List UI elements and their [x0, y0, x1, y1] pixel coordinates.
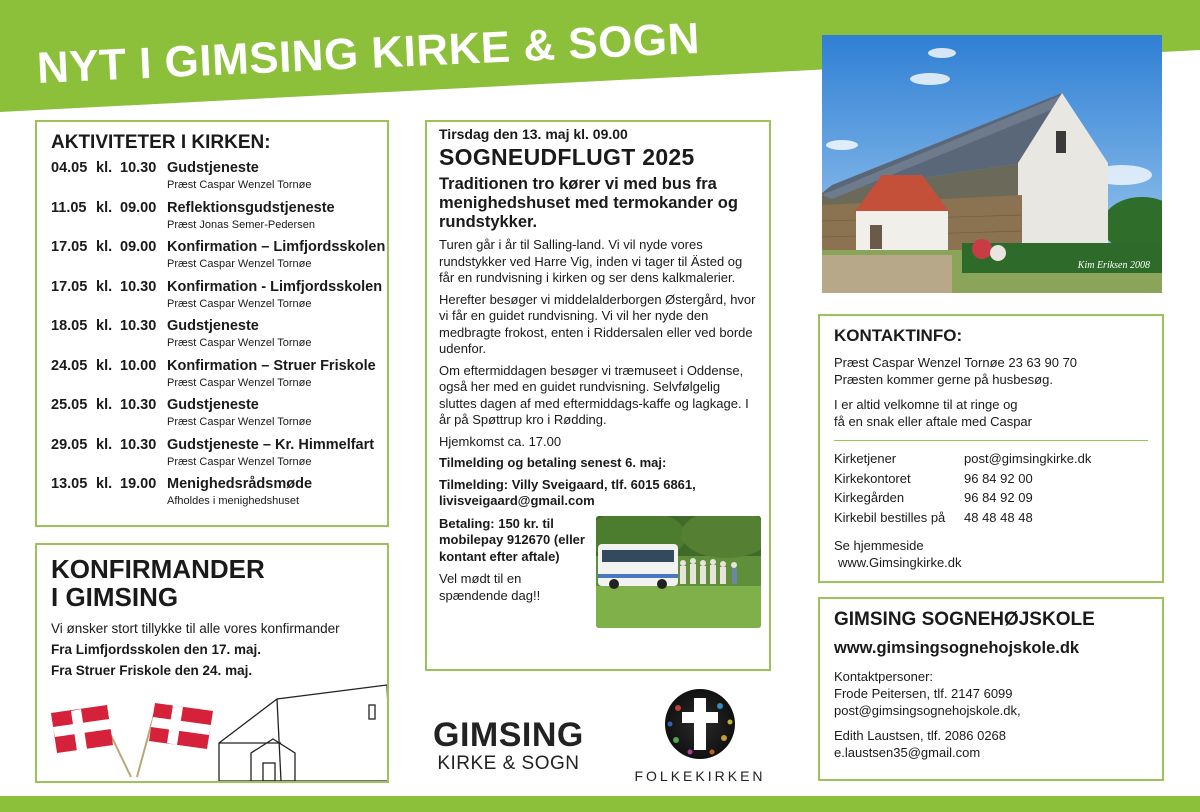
- activity-line: [51, 239, 386, 255]
- excursion-title: SOGNEUDFLUGT 2025: [439, 144, 695, 170]
- school-email1[interactable]: post@gimsingsognehojskole.dk,: [834, 703, 1021, 718]
- activity-kl: kl.: [96, 160, 113, 176]
- school-box: [818, 597, 1164, 781]
- activity-title: Gudstjeneste: [167, 160, 259, 176]
- church-photo: [822, 35, 1162, 293]
- website-link[interactable]: www.Gimsingkirke.dk: [838, 555, 962, 570]
- activity-time: 10.30: [120, 278, 157, 295]
- excursion-lead: Traditionen tro kører vi med bus fra menighedshuset med termokander og rundstykker.: [439, 175, 738, 231]
- activity-time: 09.00: [120, 199, 157, 216]
- activity-line: [51, 318, 373, 334]
- contact-row-label: Kirkekontoret: [834, 470, 911, 486]
- activity-time: 10.00: [120, 357, 157, 374]
- activity-row: [51, 200, 373, 240]
- activity-date: 29.05: [51, 436, 88, 453]
- activity-subtitle: Præst Caspar Wenzel Tornøe: [167, 376, 312, 389]
- activity-time: 10.30: [120, 318, 157, 334]
- activity-row: [51, 357, 376, 398]
- contact-row-label: Kirketjener: [834, 451, 897, 466]
- excursion-closing: Vel mødt til en spændende dag!!: [439, 571, 541, 603]
- excursion-return-time: Hjemkomst ca. 17.00: [439, 433, 562, 449]
- contact-row-value[interactable]: 96 84 92 00: [964, 470, 1033, 486]
- activity-time: 10.30: [120, 436, 157, 453]
- contact-row: [834, 449, 1148, 469]
- activity-title: Menighedsrådsmøde: [167, 476, 313, 492]
- school-persons-label: Kontaktpersoner:: [834, 669, 934, 684]
- activity-line: [51, 397, 373, 413]
- contact-row-label: Kirkebil bestilles på: [834, 509, 946, 525]
- confirmands-box: [35, 543, 389, 783]
- activities-heading: AKTIVITETER I KIRKEN:: [51, 132, 271, 153]
- contact-row-value[interactable]: post@gimsingkirke.dk: [964, 451, 1092, 466]
- confirmands-line1: Fra Limfjordsskolen den 17. maj.: [51, 642, 262, 657]
- activity-row: [51, 239, 386, 279]
- contact-welcome-line2: få en snak eller aftale med Caspar: [834, 414, 1032, 429]
- church-photo-image: [822, 35, 1162, 293]
- activity-kl: kl.: [96, 436, 113, 453]
- activity-line: [51, 476, 373, 492]
- activity-subtitle: Præst Caspar Wenzel Tornøe: [167, 297, 312, 310]
- activities-box: [35, 120, 389, 527]
- activity-time: 10.30: [120, 397, 157, 413]
- activity-time: 10.30: [120, 160, 157, 176]
- activity-line: [51, 200, 373, 216]
- activity-row: [51, 397, 373, 437]
- activity-row: [51, 318, 373, 358]
- activity-kl: kl.: [96, 476, 113, 492]
- excursion-signup: Tilmelding: Villy Sveigaard, tlf. 6015 6861, livisveigaard@gmail.com: [439, 476, 696, 508]
- activity-kl: kl.: [96, 318, 113, 334]
- contact-row: [834, 508, 1148, 528]
- excursion-payment: Betaling: 150 kr. til mobilepay 912670 (eller kontant efter aftale): [439, 515, 585, 564]
- activity-line: [51, 278, 383, 295]
- contact-row-value[interactable]: 48 48 48 48: [964, 509, 1033, 525]
- activity-date: 24.05: [51, 357, 88, 374]
- activity-subtitle: Præst Caspar Wenzel Tornøe: [167, 455, 312, 468]
- contact-list: [834, 449, 1148, 527]
- folkekirken-label: FOLKEKIRKEN: [634, 768, 766, 784]
- activity-kl: kl.: [96, 239, 113, 255]
- contact-welcome-line1: I er altid velkomne til at ringe og: [834, 397, 1018, 412]
- danish-flag-icon: [137, 703, 213, 777]
- activity-kl: kl.: [96, 357, 113, 374]
- contact-row: [834, 488, 1148, 508]
- excursion-box: [425, 120, 771, 671]
- bottom-bar: [0, 796, 1200, 812]
- confirmands-heading: [51, 555, 373, 611]
- logo-line1: GIMSING: [433, 716, 584, 754]
- activity-row: [51, 437, 373, 477]
- school-heading: GIMSING SOGNEHØJSKOLE: [834, 609, 1095, 630]
- contact-row: [834, 469, 1148, 489]
- activity-row: [51, 160, 373, 200]
- excursion-paragraph: Turen går i år til Salling-land. Vi vil nyde vores rundstykker ved Harre Vig, inden vi tager til Ästed og får en rundvisning i kirken og ser dens kalkmalerier.: [439, 237, 743, 285]
- activity-subtitle: Præst Caspar Wenzel Tornøe: [167, 337, 312, 349]
- contact-row-value[interactable]: 96 84 92 09: [964, 490, 1033, 505]
- flags-and-church-drawing: [37, 683, 389, 783]
- activity-date: 11.05: [51, 199, 87, 216]
- activity-date: 25.05: [51, 397, 88, 413]
- school-email2[interactable]: e.laustsen35@gmail.com: [834, 745, 981, 760]
- activity-row: [51, 476, 373, 516]
- contact-box: [818, 314, 1164, 583]
- activity-kl: kl.: [96, 278, 113, 295]
- activity-date: 04.05: [51, 160, 88, 176]
- confirmands-line2: Fra Struer Friskole den 24. maj.: [51, 663, 253, 678]
- activity-date: 17.05: [51, 239, 88, 255]
- activity-time: 09.00: [120, 239, 157, 255]
- activity-title: Reflektionsgudstjeneste: [167, 199, 335, 216]
- activity-subtitle: Afholdes i menighedshuset: [167, 495, 300, 507]
- school-person2: Edith Laustsen, tlf. 2086 0268: [834, 728, 1007, 743]
- activities-list: [51, 160, 386, 516]
- excursion-bottom: [439, 516, 757, 636]
- logo-line2: KIRKE & SOGN: [437, 753, 580, 774]
- activity-subtitle: Præst Caspar Wenzel Tornøe: [167, 179, 312, 191]
- activity-date: 18.05: [51, 318, 88, 334]
- page-title: NYT I GIMSING KIRKE & SOGN: [36, 13, 701, 93]
- contact-row-label: Kirkegården: [834, 490, 905, 505]
- photo-credit: Kim Eriksen 2008: [1077, 260, 1150, 271]
- activity-title: Konfirmation – Struer Friskole: [167, 357, 376, 374]
- activity-time: 19.00: [120, 476, 157, 492]
- activity-date: 13.05: [51, 476, 88, 492]
- activity-subtitle: Præst Caspar Wenzel Tornøe: [167, 258, 312, 270]
- bus-group-photo: [596, 516, 761, 628]
- website-label: Se hjemmeside: [834, 538, 924, 553]
- contact-priest: Præst Caspar Wenzel Tornøe 23 63 90 70: [834, 355, 1078, 370]
- school-person1: Frode Peitersen, tlf. 2147 6099: [834, 686, 1013, 701]
- activity-subtitle: Præst Jonas Semer-Pedersen: [167, 218, 315, 231]
- activity-kl: kl.: [96, 397, 113, 413]
- excursion-payment-block: [439, 516, 589, 605]
- activity-title: Konfirmation - Limfjordsskolen: [167, 278, 383, 295]
- school-website-link[interactable]: www.gimsingsognehojskole.dk: [834, 639, 1080, 657]
- activity-kl: kl.: [96, 199, 113, 216]
- confirmands-heading-line2: I GIMSING: [51, 582, 179, 612]
- gimsing-logo: [433, 716, 584, 775]
- church-outline-icon: [219, 685, 389, 781]
- activity-line: [51, 437, 373, 453]
- activity-title: Gudstjeneste – Kr. Himmelfart: [167, 436, 375, 453]
- contact-divider: [834, 440, 1148, 441]
- excursion-paragraph: Herefter besøger vi middelalderborgen Østergård, hvor vi får en guidet rundvisning. Vi vil her nyde den medbragte frokost, enten i Riddersalen eller ved borde udenfor.: [439, 291, 756, 356]
- activity-title: Konfirmation – Limfjordsskolen: [167, 239, 386, 255]
- activity-title: Gudstjeneste: [167, 397, 259, 413]
- activity-row: [51, 278, 383, 319]
- excursion-date: Tirsdag den 13. maj kl. 09.00: [439, 126, 628, 142]
- activity-line: [51, 357, 376, 374]
- confirmands-text: Vi ønsker stort tillykke til alle vores konfirmander: [51, 621, 340, 636]
- contact-visits: Præsten kommer gerne på husbesøg.: [834, 372, 1053, 387]
- confirmands-heading-line1: KONFIRMANDER: [51, 554, 265, 584]
- danish-flag-icon: [51, 705, 131, 777]
- contact-heading: KONTAKTINFO:: [834, 326, 963, 345]
- excursion-signup-deadline: Tilmelding og betaling senest 6. maj:: [439, 455, 667, 470]
- activity-subtitle: Præst Caspar Wenzel Tornøe: [167, 416, 312, 428]
- activity-title: Gudstjeneste: [167, 318, 259, 334]
- excursion-paragraph: Om eftermiddagen besøger vi træmuseet i Oddense, også her med en guidet rundvisning. Selvfølgelig sluttes dagen af med eftermiddags-kaffe og lagkage. I år på Spøttrup kro i Rødding.: [439, 362, 749, 427]
- activity-line: [51, 160, 373, 176]
- activity-date: 17.05: [51, 278, 88, 295]
